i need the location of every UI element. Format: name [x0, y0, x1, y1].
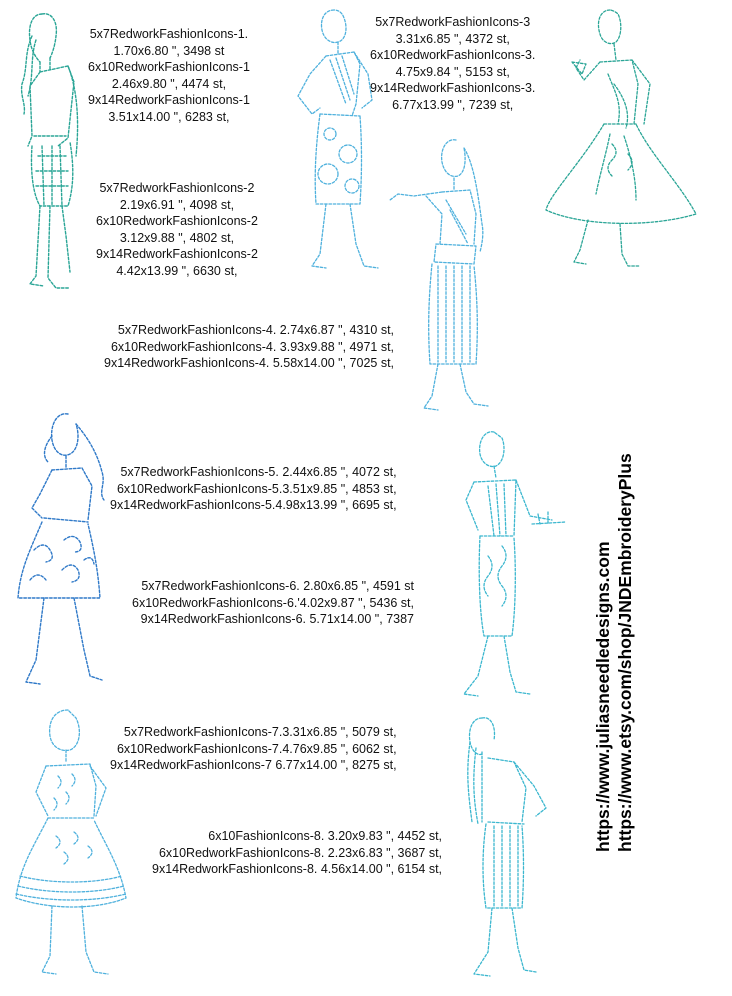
- spec-block-7: [110, 724, 397, 774]
- spec-block-5: [110, 464, 397, 514]
- spec-line: 6x10RedworkFashionIcons-7.4.76x9.85 ", 6062 st,: [116, 741, 397, 756]
- fashion-figure-1: [10, 6, 90, 294]
- spec-line: 5x7RedworkFashionIcons-5. 2.44x6.85 ", 4072 st,: [120, 465, 397, 479]
- spec-line: 4.75x9.84 ", 5153 st,: [395, 64, 510, 79]
- spec-line: 6x10FashionIcons-8. 3.20x9.83 ", 4452 st,: [208, 829, 443, 843]
- spec-line: 6x10RedworkFashionIcons-8. 2.23x6.83 ", 3687 st,: [158, 845, 443, 860]
- fashion-figure-5: [14, 410, 114, 695]
- lady-in-swirl-skirt-figure-5-icon: [14, 410, 114, 695]
- fashion-figure-8: [452, 712, 552, 987]
- spec-line: 3.31x6.85 ", 4372 st,: [395, 31, 510, 46]
- spec-line: 3.51x14.00 ", 6283 st,: [108, 109, 230, 124]
- spec-line: 5x7RedworkFashionIcons-7.3.31x6.85 ", 5079 st,: [123, 725, 397, 739]
- spec-line: 5x7RedworkFashionIcons-4. 2.74x6.87 ", 4310 st,: [117, 323, 395, 337]
- spec-line: 6.77x13.99 ", 7239 st,: [392, 97, 514, 112]
- spec-block-3: [370, 14, 535, 113]
- spec-block-8: [152, 828, 442, 878]
- website-link[interactable]: https://www.juliasneedledesigns.com: [593, 541, 613, 852]
- spec-line: 5x7RedworkFashionIcons-3: [375, 15, 531, 29]
- lady-with-cocktail-figure-3-icon: [540, 4, 700, 274]
- spec-block-4: [104, 322, 394, 372]
- fashion-figure-6: [448, 426, 568, 706]
- spec-line: 9x14RedworkFashionIcons-1: [88, 93, 250, 107]
- spec-line: 5x7RedworkFashionIcons-2: [99, 181, 255, 195]
- spec-line: 2.46x9.80 ", 4474 st,: [111, 76, 227, 91]
- lady-in-jacket-figure-8-icon: [452, 712, 552, 987]
- spec-block-6: [132, 578, 414, 628]
- spec-line: 6x10RedworkFashionIcons-5.3.51x9.85 ", 4853 st,: [116, 481, 397, 496]
- spec-line: 9x14RedworkFashionIcons-3.: [370, 81, 536, 95]
- spec-block-1: [88, 26, 250, 125]
- lady-in-dress-figure-1-icon: [10, 6, 90, 294]
- spec-line: 1.70x6.80 ", 3498 st: [113, 43, 225, 58]
- fashion-figure-3: [540, 4, 700, 274]
- spec-line: 4.42x13.99 ", 6630 st,: [116, 263, 238, 278]
- spec-line: 9x14RedworkFashionIcons-2: [96, 247, 258, 261]
- spec-line: 9x14RedworkFashionIcons-7 6.77x14.00 ", 8275 st,: [110, 758, 397, 772]
- spec-line: 9x14RedworkFashionIcons-5.4.98x13.99 ", 6695 st,: [110, 498, 397, 512]
- spec-line: 6x10RedworkFashionIcons-3.: [370, 48, 536, 62]
- spec-line: 5x7RedworkFashionIcons-6. 2.80x6.85 ", 4591 st: [141, 579, 414, 593]
- etsy-shop-link[interactable]: https://www.etsy.com/shop/JNDEmbroideryPlus: [615, 453, 635, 852]
- spec-line: 6x10RedworkFashionIcons-4. 3.93x9.88 ", 4971 st,: [110, 339, 395, 354]
- lady-in-suit-figure-4-icon: [386, 134, 496, 416]
- spec-line: 9x14RedworkFashionIcons-6. 5.71x14.00 ", 7387: [140, 612, 414, 626]
- website-urls: [592, 453, 636, 852]
- fashion-figure-4: [386, 134, 496, 416]
- spec-line: 6x10RedworkFashionIcons-1: [88, 60, 250, 74]
- spec-line: 6x10RedworkFashionIcons-6.'4.02x9.87 ", 5436 st,: [132, 595, 414, 610]
- spec-line: 3.12x9.88 ", 4802 st,: [119, 230, 235, 245]
- spec-block-2: [96, 180, 258, 279]
- spec-line: 2.19x6.91 ", 4098 st,: [119, 197, 235, 212]
- spec-line: 9x14RedworkFashionIcons-8. 4.56x14.00 ", 6154 st,: [152, 862, 443, 876]
- spec-line: 5x7RedworkFashionIcons-1.: [89, 27, 249, 41]
- spec-line: 6x10RedworkFashionIcons-2: [96, 214, 258, 228]
- lady-with-tray-figure-6-icon: [448, 426, 568, 706]
- spec-line: 9x14RedworkFashionIcons-4. 5.58x14.00 ", 7025 st,: [104, 356, 395, 370]
